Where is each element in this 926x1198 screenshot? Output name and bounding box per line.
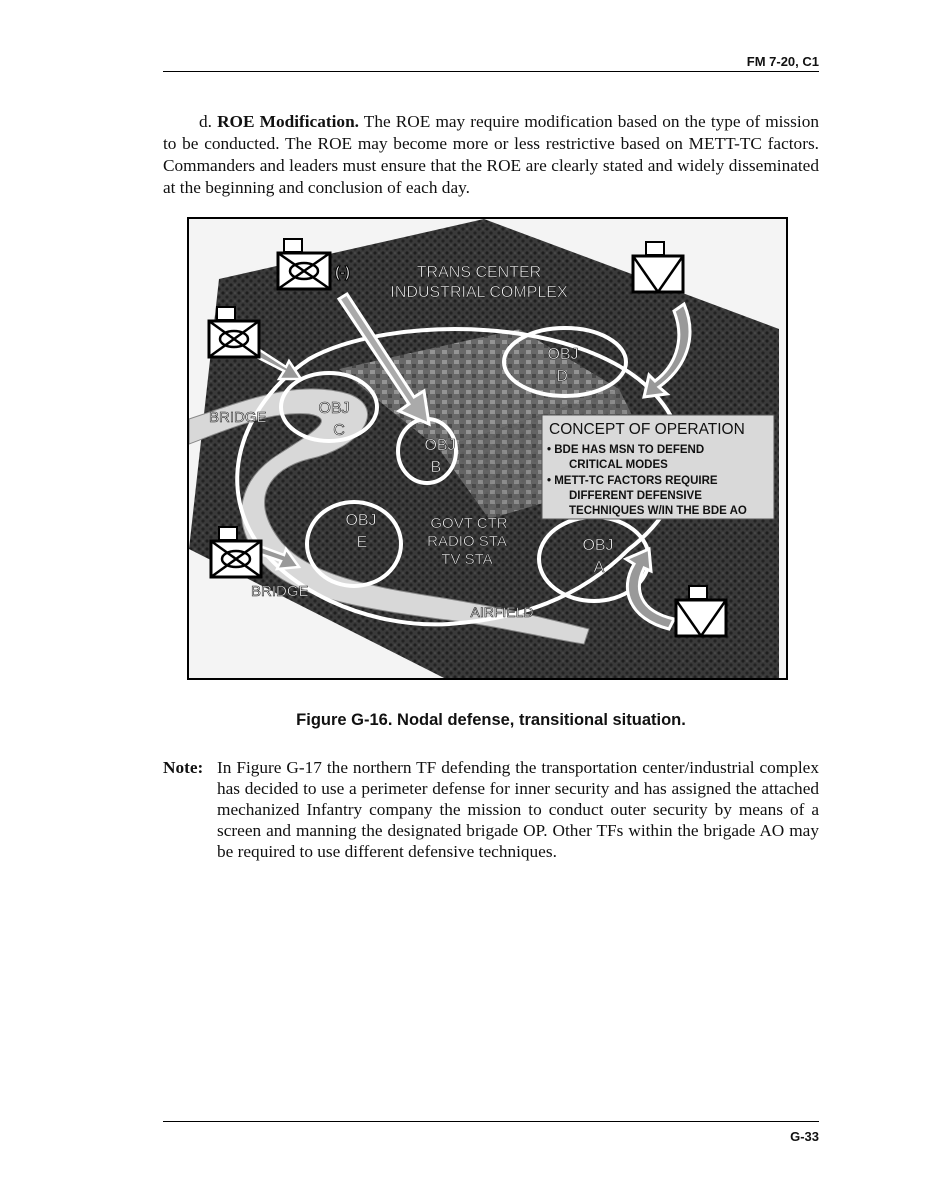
footer-rule [163,1121,819,1122]
obj-c-label-1: OBJ [318,400,350,417]
label-industrial-complex: INDUSTRIAL COMPLEX [390,284,568,301]
obj-c-label-2: C [333,422,345,439]
label-trans-center: TRANS CENTER [416,264,542,281]
concept-bullet2-line2: DIFFERENT DEFENSIVE [569,490,702,502]
label-bridge-south: BRIDGE [251,583,309,600]
concept-of-operation-box [542,415,774,519]
nodal-defense-figure [187,217,788,680]
obj-d-label-2: D [556,368,568,385]
label-bridge-north: BRIDGE [209,409,267,426]
note-text: In Figure G-17 the northern TF defending the transportation center/industrial complex has decided to use a perimeter defense for inner security and has assigned the attached mechanized Infantry company the mission to conduct outer security by means of a screen and manning the designated brigade OP. Other TFs within the brigade AO may be required to use different defensive techniques. [217,758,819,861]
label-radio-sta: RADIO STA [427,533,507,550]
label-airfield: AIRFIELD [470,604,534,620]
obj-e-label-2: E [356,534,368,551]
obj-d-label-1: OBJ [547,346,579,363]
terrain-illustration [189,219,786,678]
unit-minus-marker: (-) [335,264,350,281]
running-header: FM 7-20, C1 [746,54,819,69]
note-label: Note: [163,758,204,777]
header-rule [163,71,819,72]
note-block [163,757,819,862]
label-govt-ctr: GOVT CTR [430,515,508,532]
obj-e-label-1: OBJ [345,512,377,529]
para-title: ROE Modification. [217,112,359,131]
figure-caption: Figure G-16. Nodal defense, transitional situation. [296,711,686,729]
concept-bullet1-line2: CRITICAL MODES [569,459,668,471]
concept-bullet2-line1: • METT-TC FACTORS REQUIRE [547,475,718,487]
obj-b-label-1: OBJ [424,437,456,454]
para-text: The ROE may require modification based on the type of mission to be conducted. The ROE may become more or less restrictive based on METT-TC factors. Commanders and leaders must ensure that the ROE are clearly stated and widely disseminated at the beginning and conclusion of each day. [163,112,819,197]
concept-bullet2-line3: TECHNIQUES W/IN THE BDE AO [569,505,747,517]
obj-b-label-2: B [430,459,442,476]
para-prefix: d. [199,112,212,131]
obj-a-label-1: OBJ [582,537,614,554]
label-tv-sta: TV STA [441,551,493,568]
obj-a-label-2: A [593,559,605,576]
roe-paragraph [163,111,819,199]
concept-bullet1-line1: • BDE HAS MSN TO DEFEND [547,444,705,456]
concept-title: CONCEPT OF OPERATION [549,421,745,438]
page-number: G-33 [790,1129,819,1144]
